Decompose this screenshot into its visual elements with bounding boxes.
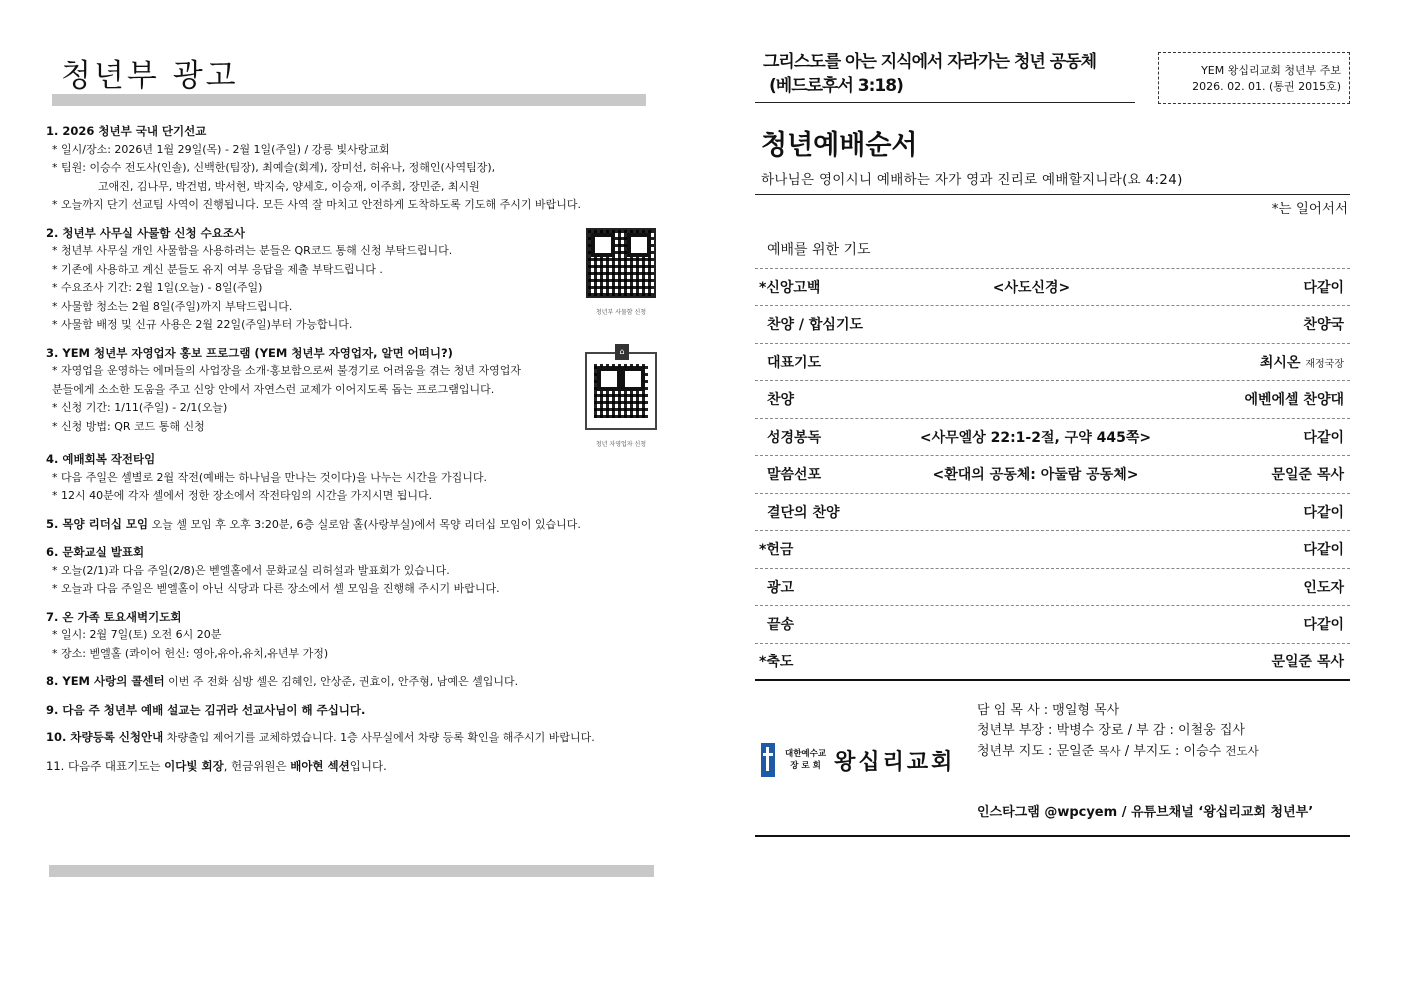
inline-text: 이번 주 전화 심방 셀은 김혜인, 안상준, 권효이, 안주형, 남예은 셀입니다. <box>164 675 519 688</box>
announcement-item <box>46 672 658 692</box>
announcement-item <box>46 757 658 776</box>
leader-role: 재정국장 <box>1305 358 1344 370</box>
leader-name: 최시온 <box>1259 354 1301 371</box>
order-row <box>755 269 1350 307</box>
order-leader: 인도자 <box>1303 579 1344 596</box>
qr-caption: 청년부 사물함 신청 <box>595 308 647 316</box>
announcement-item <box>46 515 658 535</box>
bold-text: 배아현 섹션 <box>290 758 350 773</box>
announcement-heading <box>46 757 658 776</box>
announcement-list <box>46 122 658 775</box>
order-leader <box>1234 352 1344 372</box>
announcement-line: * 기존에 사용하고 계신 분들도 유지 여부 응답을 제출 부탁드립니다 . <box>52 262 383 276</box>
announcement-heading <box>46 728 658 748</box>
order-name: 찬양 / 합심기도 <box>767 317 864 334</box>
staff-line: 담 임 목 사 : 맹일형 목사 <box>977 703 1120 718</box>
announcement-line: * 일시/장소: 2026년 1월 29일(목) - 2월 1일(주일) / 강릉 빛사랑교회 <box>52 142 390 156</box>
announcement-line: * 사물함 청소는 2월 8일(주일)까지 부탁드립니다. <box>52 299 293 313</box>
order-leader: 에벤에셀 찬양대 <box>1244 392 1344 409</box>
announcement-line: 고애진, 김나무, 박건범, 박서현, 박지숙, 양세호, 이승재, 이주희, 장민준, 최시원 <box>98 179 480 193</box>
order-row <box>755 569 1350 607</box>
announcement-heading <box>46 515 658 535</box>
staff-title: 전도사 <box>1225 744 1259 758</box>
announcement-item <box>46 450 658 506</box>
qr-frame <box>585 346 657 430</box>
order-leader: 다같이 <box>1303 504 1344 521</box>
announcement-heading: 3. YEM 청년부 자영업자 홍보 프로그램 (YEM 청년부 자영업자, 알면 어떠니?) <box>46 345 453 360</box>
theme-verse: 하나님은 영이시니 예배하는 자가 영과 진리로 예배할지니라(요 4:24) <box>761 172 1183 188</box>
staff-text: / 부지도 : 이승수 <box>1120 744 1226 759</box>
staff-text: 청년부 지도 : 문일준 <box>977 744 1099 759</box>
announcement-line: * 신청 방법: QR 코드 통해 신청 <box>52 419 205 433</box>
motto-line: 그리스도를 아는 지식에서 자라가는 청년 공동체 <box>763 52 1097 72</box>
staff-title: 목사 <box>1098 744 1121 758</box>
verse-divider <box>755 194 1350 195</box>
order-detail: <사도신경> <box>992 279 1071 296</box>
order-list <box>755 231 1350 681</box>
order-leader: 문일준 목사 <box>1271 467 1344 484</box>
order-name: 광고 <box>767 579 795 596</box>
qr-caption: 청년 자영업자 신청 <box>595 440 647 448</box>
order-name: 대표기도 <box>767 354 822 371</box>
announcement-item <box>46 122 658 215</box>
order-name: *신앙고백 <box>759 279 821 296</box>
bottom-divider <box>49 865 654 877</box>
logo-church-name: 왕십리교회 <box>834 748 956 775</box>
announcement-line: * 일시: 2월 7일(토) 오전 6시 20분 <box>52 628 222 641</box>
announcement-line: * 사물함 배정 및 신규 사용은 2월 22일(주일)부터 가능합니다. <box>52 318 353 331</box>
order-detail: <환대의 공동체: 아둘람 공동체> <box>932 467 1139 484</box>
inline-text: , 헌금위원은 <box>223 758 291 773</box>
stand-note: *는 일어서서 <box>1271 201 1348 217</box>
order-detail: <사무엘상 22:1-2절, 구약 445쪽> <box>919 429 1152 446</box>
order-leader: 다같이 <box>1303 429 1344 446</box>
qr-code-icon <box>594 364 648 418</box>
business-qr-code[interactable] <box>584 346 658 455</box>
announcement-line: * 오늘(2/1)과 다음 주일(2/8)은 벧엘홀에서 문화교실 리허설과 발표회가 있습니다. <box>52 563 450 577</box>
order-leader: 다같이 <box>1303 279 1344 296</box>
announcement-heading: 9. 다음 주 청년부 예배 설교는 김귀라 선교사님이 해 주십니다. <box>46 702 366 717</box>
order-name: 성경봉독 <box>767 429 822 446</box>
order-name: *헌금 <box>759 542 794 559</box>
bulletin-name: YEM 왕십리교회 청년부 주보 <box>1201 64 1341 77</box>
announcement-line: * 오늘과 다음 주일은 벧엘홀이 아닌 식당과 다른 장소에서 셀 모임을 진행해 주시기 바랍니다. <box>52 582 500 595</box>
staff-list <box>977 701 1259 762</box>
announcement-line: * 12시 40분에 각자 셀에서 정한 장소에서 작전타임의 시간을 가지시면 됩니다. <box>52 489 433 502</box>
announcement-line: * 수요조사 기간: 2월 1일(오늘) - 8일(주일) <box>52 281 263 294</box>
order-row <box>755 644 1350 682</box>
home-icon: ⌂ <box>615 344 629 360</box>
order-row <box>755 606 1350 644</box>
announcement-heading: 6. 문화교실 발표회 <box>46 545 145 559</box>
announcements-title: 청년부 광고 <box>61 58 239 94</box>
heading-text: 8. YEM 사랑의 콜센터 <box>46 674 165 688</box>
worship-order-title: 청년예배순서 <box>761 130 918 161</box>
order-row <box>755 494 1350 532</box>
order-name: 찬양 <box>767 392 795 409</box>
announcement-item <box>46 543 658 599</box>
cross-icon <box>761 743 775 777</box>
announcement-heading: 2. 청년부 사무실 사물함 신청 수요조사 <box>46 225 246 240</box>
announcement-line: * 자영업을 운영하는 에머들의 사업장을 소개·홍보함으로써 불경기로 어려움을 겪는 청년 자영업자 <box>52 364 521 377</box>
social-media-info: 인스타그램 @wpcyem / 유튜브채널 ‘왕십리교회 청년부’ <box>977 805 1314 820</box>
order-name: 예배를 위한 기도 <box>767 242 871 259</box>
logo-denomination-line: 장 로 회 <box>790 761 821 771</box>
order-row <box>755 231 1350 269</box>
order-name: *축도 <box>759 654 794 671</box>
announcement-heading: 7. 온 가족 토요새벽기도회 <box>46 609 182 624</box>
announcement-line: * 장소: 벧엘홀 (콰이어 헌신: 영아,유아,유치,유년부 가정) <box>52 646 329 660</box>
order-leader: 문일준 목사 <box>1271 654 1344 671</box>
announcement-heading: 1. 2026 청년부 국내 단기선교 <box>46 124 207 138</box>
order-row <box>755 306 1350 344</box>
inline-text: 입니다. <box>349 758 387 773</box>
order-leader: 다같이 <box>1303 617 1344 634</box>
heading-text: 5. 목양 리더십 모임 <box>46 516 149 531</box>
staff-line <box>977 741 1259 762</box>
motto-verse: (베드로후서 3:18) <box>769 76 903 96</box>
order-row <box>755 344 1350 382</box>
heading-text: 10. 차량등록 신청안내 <box>46 730 164 744</box>
order-row <box>755 419 1350 457</box>
announcement-item <box>46 344 658 448</box>
logo-denomination-line: 대한예수교 <box>785 749 827 759</box>
announcement-item <box>46 608 658 664</box>
order-leader: 찬양국 <box>1303 317 1344 334</box>
announcement-line: * 다음 주일은 셀별로 2월 작전(예배는 하나님을 만나는 것이다)을 나누는 시간을 가집니다. <box>52 470 487 484</box>
announcement-line: * 청년부 사무실 개인 사물함을 사용하려는 분들은 QR코드 통해 신청 부탁드립니다. <box>52 244 453 257</box>
title-divider <box>52 94 646 106</box>
announcement-heading: 4. 예배회복 작전타임 <box>46 452 156 466</box>
order-name: 끝송 <box>767 617 795 634</box>
announcement-line: * 신청 기간: 1/11(주일) - 2/1(오늘) <box>52 401 228 414</box>
announcement-line: 분들에게 소소한 도움을 주고 신앙 안에서 자연스런 교제가 이어지도록 돕는 프로그램입니다. <box>52 382 495 396</box>
church-logo <box>761 743 955 777</box>
staff-line: 청년부 부장 : 박병수 장로 / 부 감 : 이철웅 집사 <box>977 723 1245 738</box>
announcement-item <box>46 701 658 720</box>
order-row <box>755 531 1350 569</box>
order-row <box>755 381 1350 419</box>
bulletin-info-box <box>1158 52 1350 104</box>
inline-text: 11. 다음주 대표기도는 <box>46 758 165 773</box>
staff-section <box>755 681 1350 837</box>
announcement-heading <box>46 672 658 692</box>
bulletin-date: 2026. 02. 01. (통권 2015호) <box>1192 80 1341 93</box>
order-leader: 다같이 <box>1303 542 1344 559</box>
motto-divider <box>755 102 1135 103</box>
order-name: 말씀선포 <box>767 467 822 484</box>
bold-text: 이다빛 회장 <box>164 758 224 773</box>
worship-order-column <box>755 50 1350 837</box>
qr-code-icon <box>586 228 656 298</box>
order-row <box>755 456 1350 494</box>
locker-qr-code[interactable] <box>584 228 658 323</box>
announcement-item <box>46 224 658 335</box>
order-name: 결단의 찬양 <box>767 504 840 521</box>
announcement-line: * 오늘까지 단기 선교팀 사역이 진행됩니다. 모든 사역 잘 마치고 안전하게 도착하도록 기도해 주시기 바랍니다. <box>52 198 581 211</box>
announcement-item <box>46 728 658 748</box>
inline-text: 차량출입 제어기를 교체하였습니다. 1층 사무실에서 차량 등록 확인을 해주시기 바랍니다. <box>163 731 595 744</box>
inline-text: 오늘 셀 모임 후 오후 3:20분, 6층 실로암 홀(사랑부실)에서 목양 리더십 모임이 있습니다. <box>148 517 581 531</box>
announcements-column <box>46 50 658 784</box>
logo-denomination <box>785 748 826 772</box>
announcement-line: * 팀원: 이승수 전도사(인솔), 신백한(팀장), 최예슬(회계), 장미선, 허유나, 정해인(사역팀장), <box>52 161 496 174</box>
